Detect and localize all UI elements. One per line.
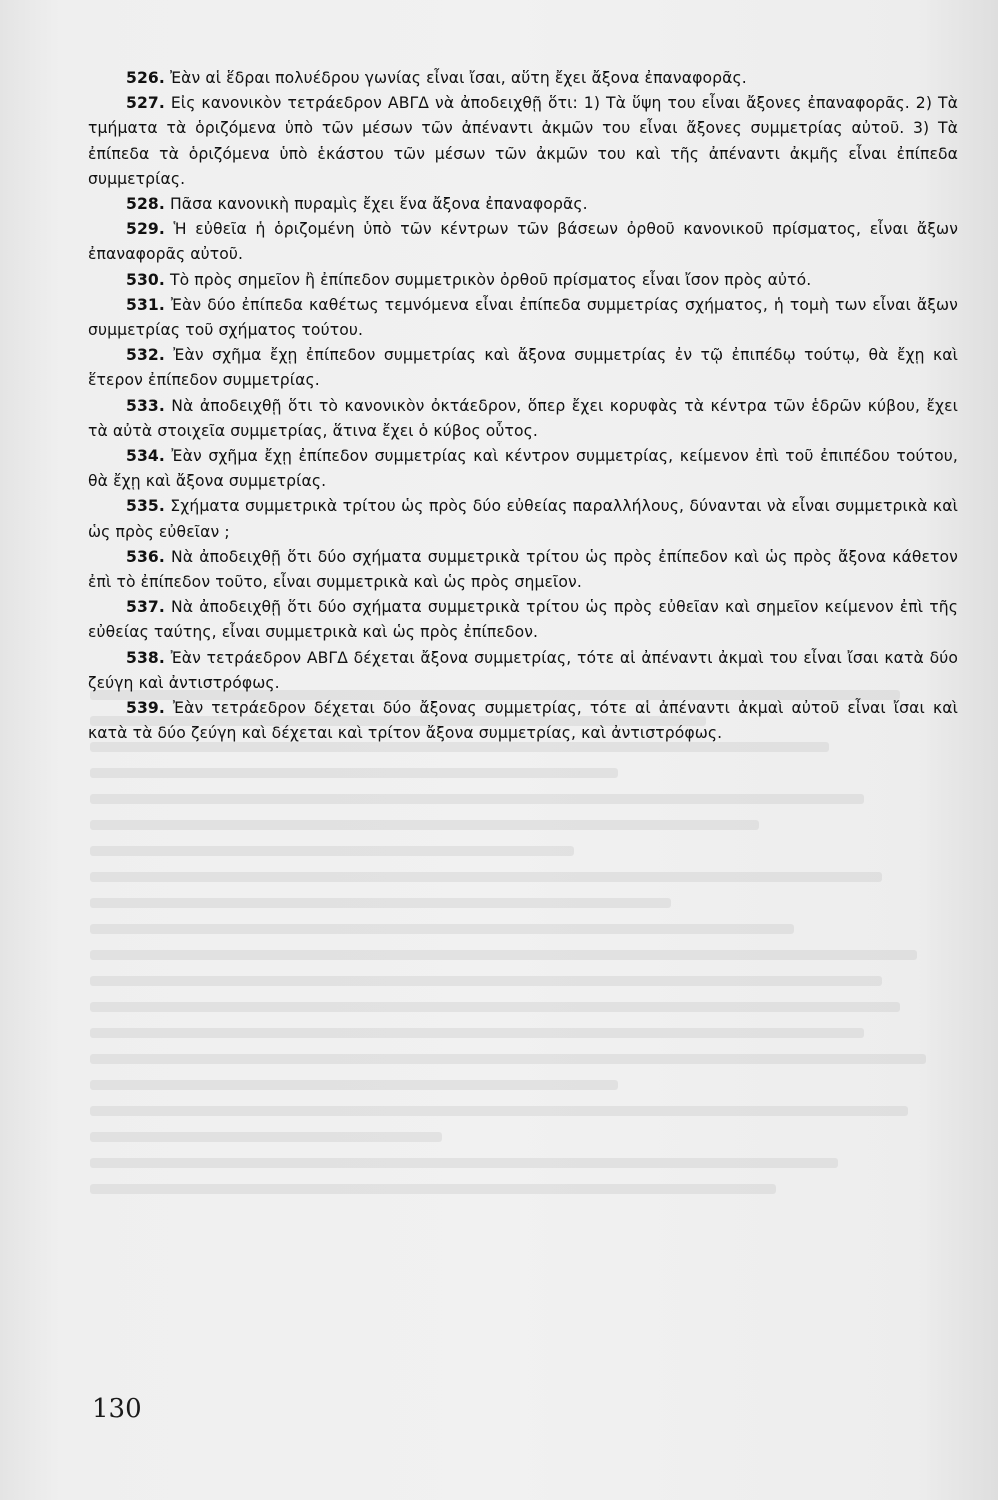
exercise-text: Τὸ πρὸς σημεῖον ἢ ἐπίπεδον συμμετρικὸν ὀρθοῦ πρίσματος εἶναι ἴσον πρὸς αὐτό. xyxy=(169,270,812,289)
exercise-text: Ἐὰν σχῆμα ἔχῃ ἐπίπεδον συμμετρίας καὶ κέντρον συμμετρίας, κείμενον ἐπὶ τοῦ ἐπιπέδου τούτου, θὰ ἔχῃ καὶ ἄξονα συμμετρίας. xyxy=(88,447,958,491)
exercise-number: 539. xyxy=(126,699,165,718)
exercise-536 xyxy=(88,545,958,595)
exercise-text: Ἐὰν τετράεδρον ΑΒΓΔ δέχεται ἄξονα συμμετρίας, τότε αἱ ἀπέναντι ἀκμαὶ του εἶναι ἴσαι κατὰ δύο ζεύγη καὶ ἀντιστρόφως. xyxy=(88,648,958,692)
exercise-text: Ἐὰν αἱ ἕδραι πολυέδρου γωνίας εἶναι ἴσαι, αὕτη ἔχει ἄξονα ἐπαναφορᾶς. xyxy=(169,69,747,87)
show-through-text xyxy=(90,690,970,1330)
exercise-number: 531. xyxy=(126,295,165,314)
exercise-list xyxy=(88,66,958,746)
exercise-531 xyxy=(88,293,958,343)
exercise-532 xyxy=(88,343,958,393)
exercise-number: 537. xyxy=(126,598,165,617)
exercise-526 xyxy=(88,66,958,91)
exercise-number: 534. xyxy=(126,447,165,466)
exercise-number: 538. xyxy=(126,648,165,667)
exercise-number: 529. xyxy=(126,220,165,239)
exercise-text: Εἰς κανονικὸν τετράεδρον ΑΒΓΔ νὰ ἀποδειχθῇ ὅτι: 1) Τὰ ὕψη του εἶναι ἄξονες ἐπαναφορᾶς. 2) Τὰ τμήματα τὰ ὁριζόμενα ὑπὸ τῶν μέσων τῶν ἀπέναντι ἀκμῶν του εἶναι ἄξονες συμμετρίας αὐτοῦ. 3) Τὰ ἐπίπεδα τὰ ὁριζόμενα ὑπὸ ἑκάστου τῶν μέσων τῶν ἀκμῶν του καὶ τῆς ἀπέναντι ἀκμῆς εἶναι ἐπίπεδα συμμετρίας. xyxy=(88,94,958,188)
exercise-539 xyxy=(88,696,958,746)
exercise-533 xyxy=(88,394,958,444)
exercise-number: 535. xyxy=(126,497,165,516)
exercise-text: Σχήματα συμμετρικὰ τρίτου ὡς πρὸς δύο εὐθείας παραλλήλους, δύνανται νὰ εἶναι συμμετρικὰ καὶ ὡς πρὸς εὐθεῖαν ; xyxy=(88,497,958,541)
exercise-number: 533. xyxy=(126,396,165,415)
exercise-537 xyxy=(88,595,958,645)
exercise-535 xyxy=(88,494,958,544)
exercise-number: 532. xyxy=(126,346,165,365)
exercise-529 xyxy=(88,217,958,267)
exercise-text: Ἐὰν τετράεδρον δέχεται δύο ἄξονας συμμετρίας, τότε αἱ ἀπέναντι ἀκμαὶ αὐτοῦ εἶναι ἴσαι καὶ κατὰ τὰ δύο ζεύγη καὶ δέχεται καὶ τρίτον ἄξονα συμμετρίας, καὶ ἀντιστρόφως. xyxy=(88,699,958,743)
exercise-number: 530. xyxy=(126,270,165,289)
exercise-text: Νὰ ἀποδειχθῇ ὅτι δύο σχήματα συμμετρικὰ τρίτου ὡς πρὸς εὐθεῖαν καὶ σημεῖον κείμενον ἐπὶ τῆς εὐθείας ταύτης, εἶναι συμμετρικὰ καὶ ὡς πρὸς ἐπίπεδον. xyxy=(88,598,958,642)
page-number: 130 xyxy=(92,1394,142,1424)
exercise-text: Νὰ ἀποδειχθῇ ὅτι δύο σχήματα συμμετρικὰ τρίτου ὡς πρὸς ἐπίπεδον καὶ ὡς πρὸς ἄξονα κάθετον ἐπὶ τὸ ἐπίπεδον τοῦτο, εἶναι συμμετρικὰ καὶ ὡς πρὸς σημεῖον. xyxy=(88,547,958,592)
exercise-number: 536. xyxy=(126,547,165,566)
exercise-number: 527. xyxy=(126,94,165,113)
exercise-number: 526. xyxy=(126,69,165,87)
exercise-text: Ἐὰν δύο ἐπίπεδα καθέτως τεμνόμενα εἶναι ἐπίπεδα συμμετρίας σχήματος, ἡ τομὴ των εἶναι ἄξων συμμετρίας τοῦ σχήματος τούτου. xyxy=(88,295,958,340)
exercise-527 xyxy=(88,91,958,192)
exercise-text: Πᾶσα κανονικὴ πυραμὶς ἔχει ἕνα ἄξονα ἐπαναφορᾶς. xyxy=(169,195,588,214)
exercise-534 xyxy=(88,444,958,494)
exercise-number: 528. xyxy=(126,195,165,214)
exercise-530 xyxy=(88,268,958,293)
exercise-538 xyxy=(88,646,958,696)
exercise-text: Ἐὰν σχῆμα ἔχῃ ἐπίπεδον συμμετρίας καὶ ἄξονα συμμετρίας ἐν τῷ ἐπιπέδῳ τούτῳ, θὰ ἔχῃ καὶ ἕτερον ἐπίπεδον συμμετρίας. xyxy=(88,346,959,390)
exercise-528 xyxy=(88,192,958,217)
exercise-text: Ἡ εὐθεῖα ἡ ὁριζομένη ὑπὸ τῶν κέντρων τῶν βάσεων ὀρθοῦ κανονικοῦ πρίσματος, εἶναι ἄξων ἐπαναφορᾶς αὐτοῦ. xyxy=(88,220,959,264)
exercise-text: Νὰ ἀποδειχθῇ ὅτι τὸ κανονικὸν ὀκτάεδρον, ὅπερ ἔχει κορυφὰς τὰ κέντρα τῶν ἑδρῶν κύβου, ἔχει τὰ αὐτὰ στοιχεῖα συμμετρίας, ἅτινα ἔχει ὁ κύβος οὗτος. xyxy=(88,396,958,440)
